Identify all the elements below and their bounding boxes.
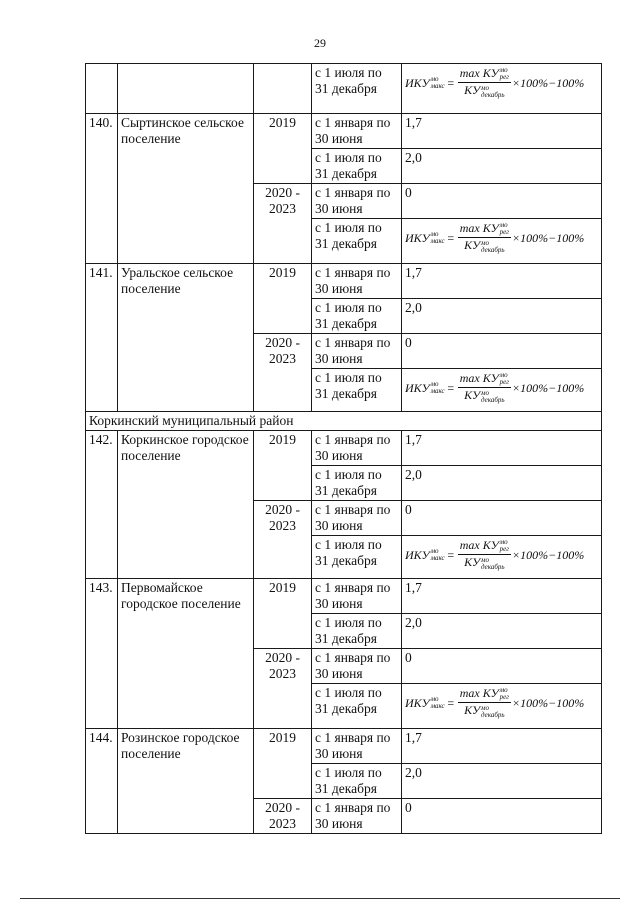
value-cell: 2,0 <box>402 149 602 184</box>
period-cell: с 1 июля по 31 декабря <box>312 149 402 184</box>
period-cell: с 1 января по 30 июня <box>312 799 402 834</box>
formula-cell <box>402 536 602 579</box>
entry-number: 143. <box>86 579 118 729</box>
period-cell: с 1 июля по 31 декабря <box>312 369 402 412</box>
year-cell: 2019 <box>254 114 312 184</box>
period-cell: с 1 июля по 31 декабря <box>312 466 402 501</box>
value-cell: 1,7 <box>402 579 602 614</box>
period-cell: с 1 июля по 31 декабря <box>312 299 402 334</box>
period-cell: с 1 июля по 31 декабря <box>312 614 402 649</box>
period-cell: с 1 июля по 31 декабря <box>312 219 402 264</box>
formula: ИКУ мо макс = max КУ мо рег КУ мо декабрь ×100%−100% <box>405 221 585 254</box>
formula-fraction: max КУ мо рег КУ мо декабрь <box>459 538 509 571</box>
formula-tail: ×100%−100% <box>512 75 585 90</box>
formula-lhs: ИКУ <box>405 380 430 395</box>
entry-name-cell <box>118 64 254 114</box>
formula-lhs-indices: мо макс <box>430 546 445 562</box>
value-cell: 1,7 <box>402 729 602 764</box>
formula-lhs: ИКУ <box>405 695 430 710</box>
value-cell: 2,0 <box>402 764 602 799</box>
period-cell: с 1 января по 30 июня <box>312 649 402 684</box>
period-cell: с 1 января по 30 июня <box>312 579 402 614</box>
formula-tail: ×100%−100% <box>512 380 585 395</box>
year-cell: 2019 <box>254 579 312 649</box>
formula: ИКУ мо макс = max КУ мо рег КУ мо декабрь ×100%−100% <box>405 686 585 719</box>
period-cell: с 1 января по 30 июня <box>312 184 402 219</box>
period-cell: с 1 января по 30 июня <box>312 729 402 764</box>
period-cell: с 1 января по 30 июня <box>312 431 402 466</box>
year-cell: 2019 <box>254 264 312 334</box>
value-cell: 0 <box>402 334 602 369</box>
year-cell: 2019 <box>254 729 312 799</box>
formula-lhs: ИКУ <box>405 547 430 562</box>
period-cell: с 1 января по 30 июня <box>312 114 402 149</box>
entry-number: 144. <box>86 729 118 834</box>
formula-tail: ×100%−100% <box>512 547 585 562</box>
entry-number: 140. <box>86 114 118 264</box>
value-cell: 1,7 <box>402 264 602 299</box>
formula-cell <box>402 219 602 264</box>
formula-fraction: max КУ мо рег КУ мо декабрь <box>459 66 509 99</box>
entry-number: 142. <box>86 431 118 579</box>
entry-name: Уральское сельское поселение <box>118 264 254 412</box>
formula-lhs-indices: мо макс <box>430 379 445 395</box>
value-cell: 1,7 <box>402 114 602 149</box>
table-row <box>86 431 602 466</box>
year-cell: 2020 - 2023 <box>254 649 312 729</box>
year-cell <box>254 64 312 114</box>
year-cell: 2020 - 2023 <box>254 501 312 579</box>
formula-lhs: ИКУ <box>405 75 430 90</box>
formula: ИКУ мо макс = max КУ мо рег КУ мо декабрь ×100%−100% <box>405 538 585 571</box>
period-cell: с 1 января по 30 июня <box>312 334 402 369</box>
period-cell: с 1 января по 30 июня <box>312 501 402 536</box>
formula-cell <box>402 64 602 114</box>
formula-fraction: max КУ мо рег КУ мо декабрь <box>459 686 509 719</box>
formula-lhs-indices: мо макс <box>430 694 445 710</box>
value-cell: 2,0 <box>402 614 602 649</box>
value-cell: 2,0 <box>402 466 602 501</box>
table-row <box>86 579 602 614</box>
year-cell: 2020 - 2023 <box>254 334 312 412</box>
value-cell: 0 <box>402 799 602 834</box>
section-row <box>86 412 602 431</box>
page-number: 29 <box>314 36 326 50</box>
section-title: Коркинский муниципальный район <box>86 412 602 431</box>
entry-name: Первомайское городское поселение <box>118 579 254 729</box>
period-cell: с 1 января по 30 июня <box>312 264 402 299</box>
table-row <box>86 729 602 764</box>
formula-fraction: max КУ мо рег КУ мо декабрь <box>459 221 509 254</box>
year-cell: 2019 <box>254 431 312 501</box>
entry-number: 141. <box>86 264 118 412</box>
entry-name: Коркинское городское поселение <box>118 431 254 579</box>
entry-number-cell <box>86 64 118 114</box>
formula-fraction: max КУ мо рег КУ мо декабрь <box>459 371 509 404</box>
formula: ИКУ мо макс = max КУ мо рег КУ мо декабрь ×100%−100% <box>405 371 585 404</box>
value-cell: 0 <box>402 501 602 536</box>
formula-cell <box>402 684 602 729</box>
value-cell: 0 <box>402 184 602 219</box>
value-cell: 0 <box>402 649 602 684</box>
year-cell: 2020 - 2023 <box>254 799 312 834</box>
tariff-table <box>85 63 602 834</box>
formula-lhs-indices: мо макс <box>430 74 445 90</box>
formula-tail: ×100%−100% <box>512 230 585 245</box>
bottom-rule <box>20 898 620 899</box>
period-cell: с 1 июля по 31 декабря <box>312 764 402 799</box>
entry-name: Розинское городское поселение <box>118 729 254 834</box>
formula-cell <box>402 369 602 412</box>
value-cell: 2,0 <box>402 299 602 334</box>
period-cell: с 1 июля по 31 декабря <box>312 684 402 729</box>
value-cell: 1,7 <box>402 431 602 466</box>
formula-lhs: ИКУ <box>405 230 430 245</box>
period-cell: с 1 июля по 31 декабря <box>312 64 402 114</box>
formula-lhs-indices: мо макс <box>430 229 445 245</box>
table-row <box>86 64 602 114</box>
formula: ИКУ мо макс = max КУ мо рег КУ мо декабрь ×100%−100% <box>405 66 585 99</box>
table-row <box>86 114 602 149</box>
period-cell: с 1 июля по 31 декабря <box>312 536 402 579</box>
table-row <box>86 264 602 299</box>
formula-tail: ×100%−100% <box>512 695 585 710</box>
year-cell: 2020 - 2023 <box>254 184 312 264</box>
entry-name: Сыртинское сельское поселение <box>118 114 254 264</box>
